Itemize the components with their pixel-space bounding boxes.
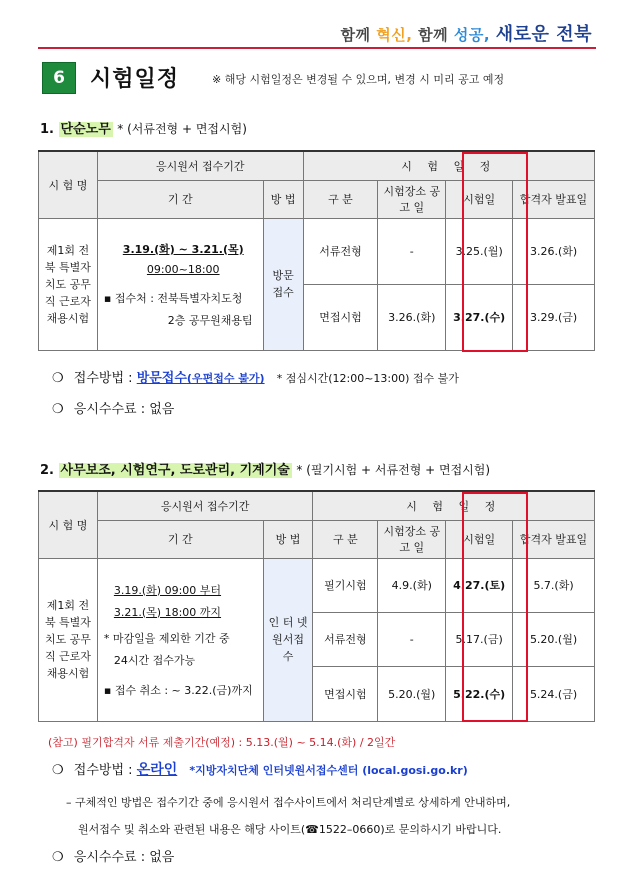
part1-heading-sub: * (서류전형 + 면접시험) [117, 122, 247, 136]
period-note: * 마감일을 제외한 기간 중 [103, 631, 230, 645]
col-exam-date: 시험일 [446, 180, 513, 218]
row-result: 5.7.(화) [513, 558, 595, 612]
col-venue-notice: 시험장소 공 고 일 [378, 180, 446, 218]
how-label: 접수방법 : [73, 371, 133, 386]
slogan-part: 함께 [340, 26, 377, 44]
row-venue: 5.20.(월) [378, 666, 446, 721]
period-start: 3.19.(화) 09:00 부터 [113, 583, 222, 597]
place-label: ▪ 접수처 : 전북특별자치도청 [103, 291, 243, 305]
col-period: 기 간 [97, 180, 263, 218]
col-result-date: 합격자 발표일 [513, 520, 595, 558]
how-value: 방문접수 [136, 371, 187, 386]
part2-heading-sub: * (필기시험 + 서류전형 + 면접시험) [296, 463, 491, 477]
slogan-part: 혁신, [376, 26, 419, 44]
part2-heading-title: 사무보조, 시험연구, 도로관리, 기계기술 [60, 463, 290, 478]
exam-name: 제1회 전북 특별자치도 공무직 근로자 채용시험 [39, 218, 98, 350]
col-exam-name: 시 험 명 [39, 151, 98, 218]
row-date: 5.22.(수) [446, 666, 513, 721]
part1-heading-title: 단순노무 [60, 122, 111, 137]
slogan [341, 20, 592, 46]
row-venue: - [378, 218, 446, 284]
row-result: 3.26.(화) [513, 218, 595, 284]
detail-line-2: 원서접수 및 취소와 관련된 내용은 해당 사이트(☎1522–0660)로 문의하시기 바랍니다. [78, 823, 502, 836]
row-date: 4.27.(토) [446, 558, 513, 612]
row-type: 필기시험 [313, 558, 378, 612]
how-value-paren: (우편접수 불가) [186, 372, 265, 385]
col-apply-period: 응시원서 접수기간 [97, 491, 313, 520]
part2-fee [52, 846, 174, 865]
row-venue: - [378, 612, 446, 666]
how-value: 온라인 [136, 762, 178, 778]
col-apply-period: 응시원서 접수기간 [97, 151, 303, 180]
circle-icon: ❍ [52, 763, 64, 778]
row-type: 서류전형 [313, 612, 378, 666]
how-note: * 점심시간(12:00~13:00) 접수 불가 [276, 372, 459, 385]
col-type: 구 분 [313, 520, 378, 558]
col-type: 구 분 [303, 180, 378, 218]
col-result-date: 합격자 발표일 [513, 180, 595, 218]
how-label: 접수방법 : [73, 763, 133, 778]
exam-name: 제1회 전북 특별자치도 공무직 근로자 채용시험 [39, 558, 98, 721]
part1-heading-number: 1. [40, 122, 54, 137]
row-result: 5.24.(금) [513, 666, 595, 721]
col-exam-date: 시험일 [446, 520, 513, 558]
period-note-2: 24시간 접수가능 [113, 653, 196, 667]
detail-line-1: – 구체적인 방법은 접수기간 중에 응시원서 접수사이트에서 처리단계별로 상세하게 안내하며, [66, 796, 511, 809]
row-date: 3.27.(수) [446, 284, 513, 350]
circle-icon: ❍ [52, 850, 64, 865]
circle-icon: ❍ [52, 402, 64, 417]
place-detail: 2층 공무원채용팀 [167, 313, 253, 327]
row-venue: 4.9.(화) [378, 558, 446, 612]
period-cell [97, 558, 263, 721]
period-hours: 09:00~18:00 [146, 262, 220, 276]
period-end: 3.21.(목) 18:00 까지 [113, 605, 222, 619]
part1-heading [40, 118, 247, 137]
row-date: 3.25.(월) [446, 218, 513, 284]
cancel-note: ▪ 접수 취소 : ~ 3.22.(금)까지 [103, 683, 253, 697]
part1-fee [52, 398, 174, 417]
section-number: 6 [42, 62, 76, 94]
method-value: 인 터 넷 원서접수 [263, 558, 313, 721]
row-result: 3.29.(금) [513, 284, 595, 350]
period-cell [97, 218, 263, 350]
row-type: 서류전형 [303, 218, 378, 284]
part2-how [52, 759, 468, 779]
row-venue: 3.26.(화) [378, 284, 446, 350]
section-title: 시험일정 [90, 67, 180, 92]
row-type: 면접시험 [303, 284, 378, 350]
part2-heading-number: 2. [40, 463, 54, 478]
col-schedule: 시 험 일 정 [313, 491, 595, 520]
col-exam-name: 시 험 명 [39, 491, 98, 558]
slogan-brand: 새로운 전북 [495, 24, 592, 45]
col-period: 기 간 [97, 520, 263, 558]
period-dates: 3.19.(화) ~ 3.21.(목) [122, 242, 244, 256]
row-type: 면접시험 [313, 666, 378, 721]
col-method: 방 법 [263, 520, 313, 558]
part1-how [52, 367, 459, 386]
reference-note: (참고) 필기합격자 서류 제출기간(예정) : 5.13.(월) ~ 5.14.(화) / 2일간 [48, 736, 396, 749]
slogan-part: 함께 [418, 26, 454, 44]
part2-heading [40, 459, 490, 478]
section-note: ※ 해당 시험일정은 변경될 수 있으며, 변경 시 미리 공고 예정 [212, 73, 505, 86]
col-venue-notice: 시험장소 공 고 일 [378, 520, 446, 558]
exam-date-highlight [462, 152, 528, 352]
how-note: *지방자치단체 인터넷원서접수센터 (local.gosi.go.kr) [189, 764, 468, 777]
col-schedule: 시 험 일 정 [303, 151, 594, 180]
row-result: 5.20.(월) [513, 612, 595, 666]
slogan-part: 성공, [453, 26, 496, 44]
circle-icon: ❍ [52, 371, 64, 386]
col-method: 방 법 [263, 180, 303, 218]
row-date: 5.17.(금) [446, 612, 513, 666]
fee-label: 응시수수료 : 없음 [73, 402, 175, 417]
fee-label: 응시수수료 : 없음 [73, 850, 175, 865]
exam-date-highlight [462, 492, 528, 722]
method-value: 방문 접수 [263, 218, 303, 350]
header-divider [38, 47, 596, 49]
